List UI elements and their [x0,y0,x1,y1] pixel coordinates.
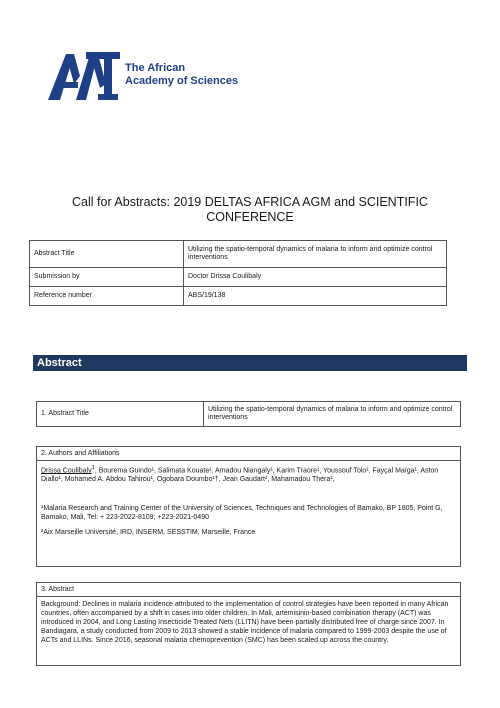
abstract-title-label: Abstract Title [30,241,184,268]
submission-by-value: Doctor Drissa Coulibaly [184,268,447,287]
table-row [30,268,447,287]
first-author-sup: 1 [91,465,95,471]
section2-header: 2. Authors and Affiliations [37,447,460,461]
aas-logo-mark-icon [46,48,124,102]
submission-by-label: Submission by [30,268,184,287]
abstract-title-value: Utilizing the spatio-temporal dynamics of malaria to inform and optimize control interventions [184,241,447,268]
reference-number-value: ABS/19/138 [184,287,447,306]
logo-text [125,62,238,88]
submission-info-table [29,240,447,306]
logo-line2: Academy of Sciences [125,75,239,87]
affiliation-2: ²Aix Marseille Université, IRD, INSERM, SESSTIM, Marseille, France [41,529,256,537]
first-author: Drissa Coulibaly [41,467,92,475]
other-authors: , Bourema Guindo¹, Salimata Kouate¹, Amadou Niangaly¹, Karim Traore¹, Youssouf Tolo¹, Fayçal Maïga¹, Aston Diallo¹, Mohamed A. Abdou Tahirou¹, Ogobara Doumbo¹†, Jean Gaudart², Mahamadou Thera¹, [41,467,439,484]
author-list [41,464,456,484]
abstract-title-section [36,401,461,427]
section2-body [37,461,460,540]
affiliation-1: ¹Malaria Research and Training Center of the University of Sciences, Techniques and Technologies of Bamako, BP 1805, Point G, Bamako, Mali, Tel: + 223-2022-8109; +223-2021-0490 [41,505,443,522]
document-title: Call for Abstracts: 2019 DELTAS AFRICA AGM and SCIENTIFIC CONFERENCE [72,195,428,224]
section1-value: Utilizing the spatio-temporal dynamics of malaria to inform and optimize control interventions [204,402,461,427]
academy-logo [46,48,246,102]
table-row [30,241,447,268]
reference-number-label: Reference number [30,287,184,306]
abstract-section-band: Abstract [33,355,467,371]
abstract-text: Background: Declines in malaria incidence attributed to the implementation of control strategies have been reported in many African countries, often accompanied by a shift in cases into older children. In Mali, artemisinin-based combination therapy (ACT) was introduced in 2004, and Long Lasting Insecticide Treated Nets (LLITN) have been partially distributed free of charge since 2007. In Bandiagara, a study conducted from 2009 to 2013 showed a stable incidence of malaria compared to 1999-2003 despite the use of ACTs and LLINs. Since 2016, seasonal malaria chemoprevention (SMC) has been scaled up across the country. [41,601,449,644]
abstract-text-section [36,582,461,666]
table-row [37,402,461,427]
table-row [30,287,447,306]
section3-header: 3. Abstract [37,583,460,597]
authors-affiliations-section [36,446,461,567]
section1-label: 1. Abstract Title [37,402,204,427]
logo-line1: The African [125,62,186,74]
